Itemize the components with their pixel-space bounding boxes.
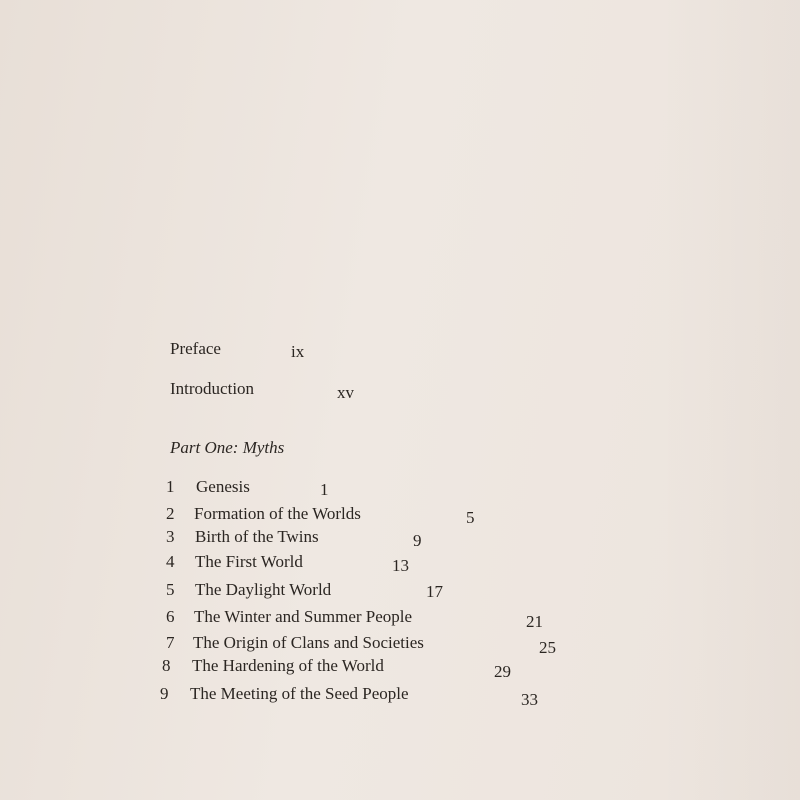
chapter-number: 6 [166, 607, 175, 626]
toc-page-introduction: xv [337, 383, 354, 402]
toc-page-preface: ix [291, 342, 305, 361]
chapter-page: 33 [521, 690, 538, 709]
chapter-title: The Meeting of the Seed People [190, 684, 409, 703]
chapter-title: Genesis [196, 477, 250, 496]
chapter-page: 1 [320, 480, 329, 499]
chapter-title: The First World [195, 552, 303, 571]
chapter-page: 21 [526, 612, 543, 631]
chapter-page: 5 [466, 508, 475, 527]
chapter-title: The Winter and Summer People [194, 607, 413, 626]
chapter-page: 25 [539, 638, 556, 657]
chapter-number: 7 [166, 633, 175, 652]
chapter-page: 9 [413, 531, 422, 550]
chapter-title: The Hardening of the World [192, 656, 384, 675]
toc-entry-introduction: Introduction [170, 379, 255, 398]
part-heading: Part One: Myths [170, 438, 285, 457]
chapter-number: 5 [166, 580, 175, 599]
chapter-number: 2 [166, 504, 175, 523]
chapter-page: 17 [426, 582, 443, 601]
chapter-number: 1 [166, 477, 175, 496]
toc-entry-preface: Preface [170, 339, 221, 358]
chapter-title: The Origin of Clans and Societies [193, 633, 424, 652]
chapter-page: 13 [392, 556, 409, 575]
chapter-number: 4 [166, 552, 175, 571]
chapter-number: 9 [160, 684, 169, 703]
chapter-number: 8 [162, 656, 171, 675]
chapter-number: 3 [166, 527, 175, 546]
chapter-page: 29 [494, 662, 511, 681]
chapter-title: Formation of the Worlds [194, 504, 361, 523]
chapter-title: The Daylight World [195, 580, 332, 599]
chapter-title: Birth of the Twins [195, 527, 319, 546]
